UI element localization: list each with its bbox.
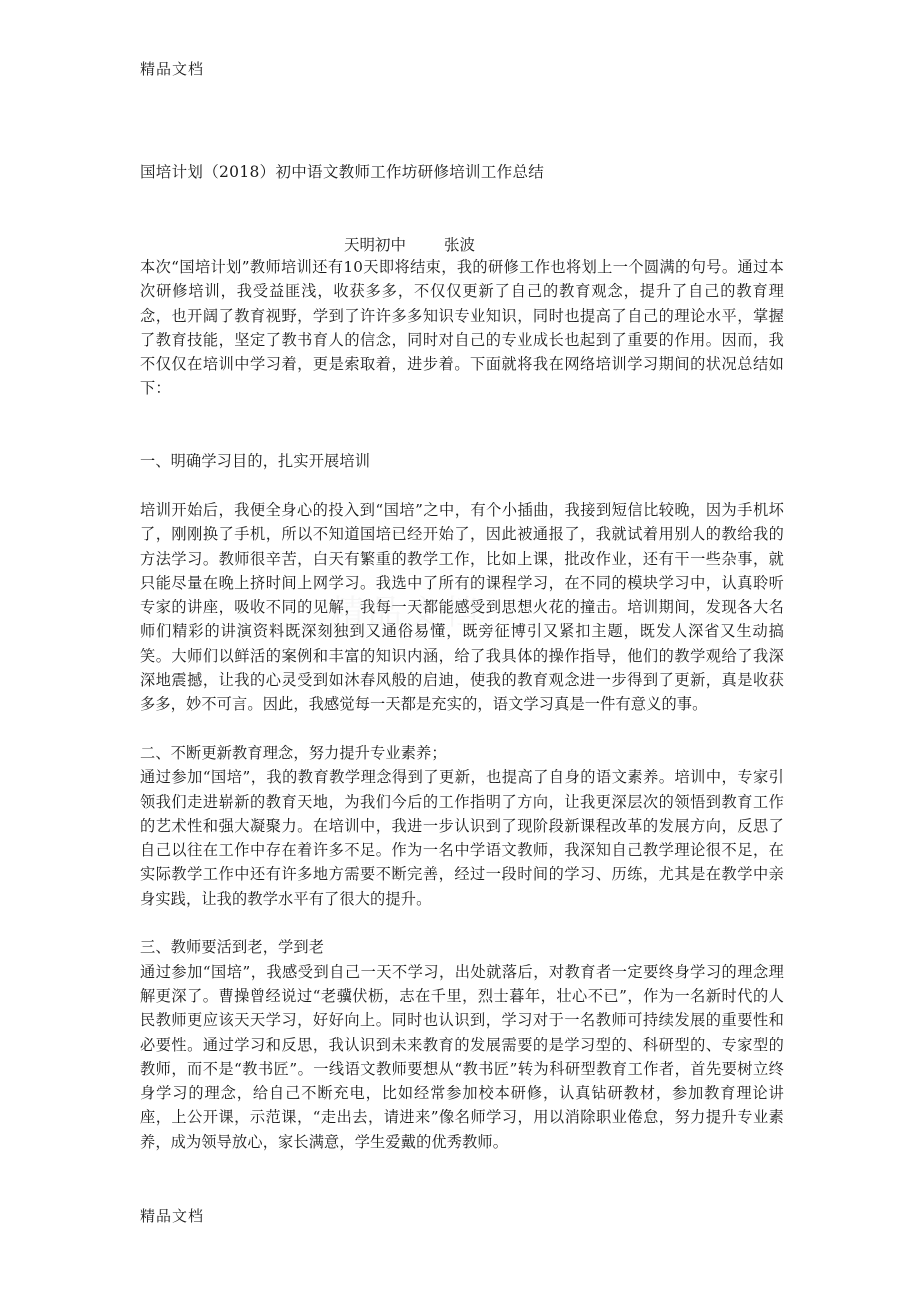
- section-1-body: 培训开始后，我便全身心的投入到“国培”之中，有个小插曲，我接到短信比较晚，因为手机坏了，刚刚换了手机，所以不知道国培已经开始了，因此被通报了，我就试着用别人的教给我的方法学习。教师很辛苦，白天有繁重的教学工作，比如上课，批改作业，还有干一些杂事，就只能尽量在晚上挤时间上网学习。我选中了所有的课程学习，在不同的模块学习中，认真聆听专家的讲座，吸收不同的见解，我每一天都能感受到思想火花的撞击。培训期间，发现各大名师们精彩的讲演资料既深刻独到又通俗易懂，既旁征博引又紧扣主题，既发人深省又生动搞笑。大师们以鲜活的案例和丰富的知识内涵，给了我具体的操作指导，他们的教学观给了我深深地震撼，让我的心灵受到如沐春风般的启迪，使我的教育观念进一步得到了更新，真是收获多多，妙不可言。因此，我感觉每一天都是充实的，语文学习真是一件有意义的事。: [140, 500, 784, 714]
- section-2-heading: 二、不断更新教育理念，努力提升专业素养；: [140, 743, 447, 762]
- page-footer-label: 精品文档: [140, 1207, 205, 1225]
- section-3-heading: 三、教师要活到老，学到老: [140, 938, 325, 957]
- author-name: 张波: [444, 236, 476, 254]
- author-school: 天明初中: [344, 236, 407, 254]
- author-byline: [344, 233, 475, 255]
- section-3-body: 通过参加“国培”，我感受到自己一天不学习，出处就落后，对教育者一定要终身学习的理念理解更深了。曹操曾经说过“老骥伏枥，志在千里，烈士暮年，壮心不已”，作为一名新时代的人民教师更应该天天学习，好好向上。同时也认识到，学习对于一名教师可持续发展的重要性和必要性。通过学习和反思，我认识到未来教育的发展需要的是学习型的、科研型的、专家型的教师，而不是“教书匠”。一线语文教师要想从“教书匠”转为科研型教育工作者，首先要树立终身学习的理念，给自己不断充电，比如经常参加校本研修，认真钻研教材，参加教育理论讲座，上公开课，示范课，“走出去，请进来”像名师学习，用以消除职业倦怠，努力提升专业素养，成为领导放心，家长满意，学生爱戴的优秀教师。: [140, 962, 784, 1151]
- intro-paragraph: 本次“国培计划”教师培训还有10天即将结束，我的研修工作也将划上一个圆满的句号。通过本次研修培训，我受益匪浅，收获多多，不仅仅更新了自己的教育观念，提升了自己的教育理念，也开阔了教育视野，学到了许许多多知识专业知识，同时也提高了自己的理论水平，掌握了教育技能，坚定了教书育人的信念，同时对自己的专业成长也起到了重要的作用。因而，我不仅仅在培训中学习着，更是索取着，进步着。下面就将我在网络培训学习期间的状况总结如下：: [140, 258, 784, 398]
- document-title: 国培计划（2018）初中语文教师工作坊研修培训工作总结: [140, 163, 545, 181]
- document-body: [140, 255, 784, 1154]
- page-header-label: 精品文档: [140, 60, 205, 78]
- section-1-heading: 一、明确学习目的，扎实开展培训: [140, 452, 371, 471]
- section-2-body: 通过参加“国培”，我的教育教学理念得到了更新，也提高了自身的语文素养。培训中，专家引领我们走进崭新的教育天地，为我们今后的工作指明了方向，让我更深层次的领悟到教育工作的艺术性和强大凝聚力。在培训中，我进一步认识到了现阶段新课程改革的发展方向，反思了自己以往在工作中存在着许多不足。作为一名中学语文教师，我深知自己教学理论很不足，在实际教学工作中还有许多地方需要不断完善，经过一段时间的学习、历练，尤其是在教学中亲身实践，让我的教学水平有了很大的提升。: [140, 768, 784, 908]
